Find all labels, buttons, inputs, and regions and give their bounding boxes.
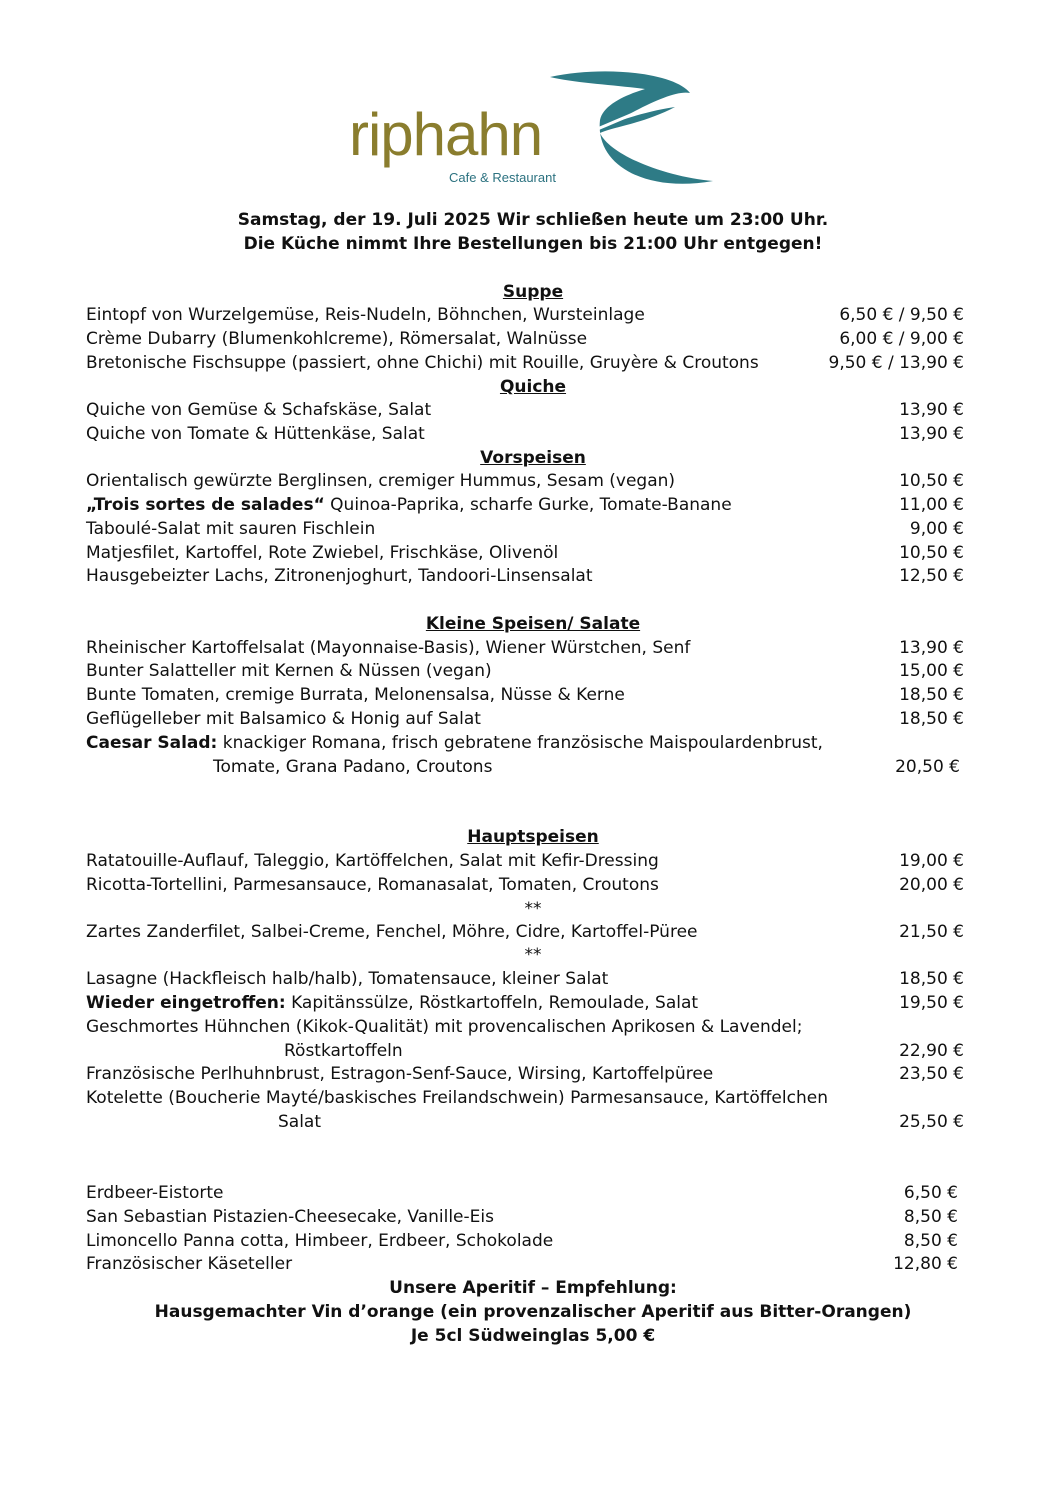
menu-item-cont bbox=[86, 1110, 964, 1134]
header-line-1: Samstag, der 19. Juli 2025 Wir schließen heute um 23:00 Uhr. bbox=[237, 210, 829, 230]
item-name: Geschmortes Hühnchen (Kikok-Qualität) mit provencalischen Aprikosen & Lavendel; bbox=[86, 1017, 803, 1037]
item-name: Französischer Käseteller bbox=[86, 1254, 293, 1274]
menu-item bbox=[86, 493, 964, 517]
menu-item-cont bbox=[86, 1039, 964, 1063]
item-price: 23,50 € bbox=[899, 1064, 964, 1084]
item-price: 20,50 € bbox=[895, 757, 960, 777]
item-name: Kapitänssülze, Röstkartoffeln, Remoulade, Salat bbox=[285, 993, 699, 1013]
section-title-kleine-speisen: Kleine Speisen/ Salate bbox=[425, 614, 641, 634]
menu-item bbox=[86, 849, 964, 873]
item-name: Ricotta-Tortellini, Parmesansauce, Romanasalat, Tomaten, Croutons bbox=[86, 875, 659, 895]
section-title-quiche: Quiche bbox=[499, 377, 567, 397]
item-name: Quiche von Tomate & Hüttenkäse, Salat bbox=[86, 424, 425, 444]
item-name: Bunter Salatteller mit Kernen & Nüssen (vegan) bbox=[86, 661, 492, 681]
item-price: 11,00 € bbox=[899, 495, 964, 515]
menu-item bbox=[86, 991, 964, 1015]
logo-subtitle: Cafe & Restaurant bbox=[449, 170, 556, 185]
item-price: 13,90 € bbox=[899, 400, 964, 420]
logo-wordmark: riphahn bbox=[349, 101, 543, 168]
item-price: 18,50 € bbox=[899, 685, 964, 705]
item-price: 10,50 € bbox=[899, 471, 964, 491]
item-price: 6,50 € bbox=[903, 1183, 958, 1203]
item-name: Taboulé-Salat mit sauren Fischlein bbox=[86, 519, 376, 539]
item-price: 21,50 € bbox=[899, 922, 964, 942]
item-price: 19,00 € bbox=[899, 851, 964, 871]
item-price: 18,50 € bbox=[899, 709, 964, 729]
footer-line-2: Hausgemachter Vin d’orange (ein provenzalischer Aperitif aus Bitter-Orangen) bbox=[154, 1302, 912, 1322]
item-name: Orientalisch gewürzte Berglinsen, cremiger Hummus, Sesam (vegan) bbox=[86, 471, 676, 491]
menu-item bbox=[86, 469, 964, 493]
item-price: 22,90 € bbox=[899, 1041, 964, 1061]
item-name-cont: Tomate, Grana Padano, Croutons bbox=[213, 757, 493, 777]
item-name: Französische Perlhuhnbrust, Estragon-Senf-Sauce, Wirsing, Kartoffelpüree bbox=[86, 1064, 714, 1084]
menu-item bbox=[86, 351, 964, 375]
menu-item bbox=[86, 1015, 964, 1039]
menu-item bbox=[86, 1086, 964, 1110]
menu-item bbox=[86, 707, 964, 731]
menu-item-caesar bbox=[86, 731, 964, 755]
menu-item bbox=[86, 327, 964, 351]
menu-item bbox=[86, 422, 964, 446]
item-price: 6,00 € / 9,00 € bbox=[839, 329, 964, 349]
item-price: 8,50 € bbox=[903, 1231, 958, 1251]
item-name-cont: Salat bbox=[278, 1112, 322, 1132]
menu-item bbox=[86, 303, 964, 327]
section-title-vorspeisen: Vorspeisen bbox=[480, 448, 586, 468]
item-name: knackiger Romana, frisch gebratene französische Maispoulardenbrust, bbox=[217, 733, 823, 753]
menu-item bbox=[86, 659, 964, 683]
item-name: Quiche von Gemüse & Schafskäse, Salat bbox=[86, 400, 432, 420]
item-name: Kotelette (Boucherie Mayté/baskisches Freilandschwein) Parmesansauce, Kartöffelchen bbox=[86, 1088, 828, 1108]
separator: ** bbox=[524, 899, 542, 919]
menu-item bbox=[86, 398, 964, 422]
menu-item bbox=[86, 564, 964, 588]
item-price: 15,00 € bbox=[899, 661, 964, 681]
item-highlight: Caesar Salad: bbox=[86, 733, 218, 753]
item-name: Bretonische Fischsuppe (passiert, ohne Chichi) mit Rouille, Gruyère & Croutons bbox=[86, 353, 759, 373]
item-name: Zartes Zanderfilet, Salbei-Creme, Fenchel, Möhre, Cidre, Kartoffel-Püree bbox=[86, 922, 698, 942]
item-name: Geflügelleber mit Balsamico & Honig auf Salat bbox=[86, 709, 481, 729]
item-name: Ratatouille-Auflauf, Taleggio, Kartöffelchen, Salat mit Kefir-Dressing bbox=[86, 851, 659, 871]
item-price: 8,50 € bbox=[903, 1207, 958, 1227]
item-name: Hausgebeizter Lachs, Zitronenjoghurt, Tandoori-Linsensalat bbox=[86, 566, 593, 586]
item-highlight: Wieder eingetroffen: bbox=[86, 993, 286, 1013]
item-name: Quinoa-Paprika, scharfe Gurke, Tomate-Banane bbox=[324, 495, 732, 515]
section-title-suppe: Suppe bbox=[502, 282, 564, 302]
separator: ** bbox=[524, 945, 542, 965]
menu-item bbox=[86, 1205, 964, 1229]
item-name: Limoncello Panna cotta, Himbeer, Erdbeer, Schokolade bbox=[86, 1231, 554, 1251]
menu-item bbox=[86, 683, 964, 707]
menu-item bbox=[86, 636, 964, 660]
menu-item bbox=[86, 1181, 964, 1205]
menu-item bbox=[86, 1252, 964, 1276]
menu-item-caesar-cont bbox=[86, 755, 964, 779]
menu-item bbox=[86, 967, 964, 991]
item-price: 9,50 € / 13,90 € bbox=[828, 353, 964, 373]
section-title-hauptspeisen: Hauptspeisen bbox=[467, 827, 599, 847]
menu-item bbox=[86, 1062, 964, 1086]
item-price: 12,80 € bbox=[893, 1254, 958, 1274]
menu-item bbox=[86, 873, 964, 897]
item-name: Bunte Tomaten, cremige Burrata, Melonensalsa, Nüsse & Kerne bbox=[86, 685, 625, 705]
menu-item bbox=[86, 517, 964, 541]
item-name: Eintopf von Wurzelgemüse, Reis-Nudeln, Böhnchen, Wursteinlage bbox=[86, 305, 645, 325]
footer-line-1: Unsere Aperitif – Empfehlung: bbox=[389, 1278, 677, 1298]
menu-item bbox=[86, 1229, 964, 1253]
item-name: Crème Dubarry (Blumenkohlcreme), Römersalat, Walnüsse bbox=[86, 329, 588, 349]
item-price: 13,90 € bbox=[899, 638, 964, 658]
item-name: Erdbeer-Eistorte bbox=[86, 1183, 224, 1203]
logo bbox=[345, 65, 725, 195]
item-price: 12,50 € bbox=[899, 566, 964, 586]
item-price: 13,90 € bbox=[899, 424, 964, 444]
item-price: 9,00 € bbox=[909, 519, 964, 539]
item-highlight: „Trois sortes de salades“ bbox=[86, 495, 325, 515]
header-line-2: Die Küche nimmt Ihre Bestellungen bis 21:00 Uhr entgegen! bbox=[243, 234, 823, 254]
footer-line-3: Je 5cl Südweinglas 5,00 € bbox=[410, 1326, 656, 1346]
item-name: Lasagne (Hackfleisch halb/halb), Tomatensauce, kleiner Salat bbox=[86, 969, 609, 989]
item-price: 25,50 € bbox=[899, 1112, 964, 1132]
item-name-cont: Röstkartoffeln bbox=[284, 1041, 403, 1061]
header-notice bbox=[0, 208, 1058, 256]
item-name: Rheinischer Kartoffelsalat (Mayonnaise-Basis), Wiener Würstchen, Senf bbox=[86, 638, 691, 658]
menu-item bbox=[86, 920, 964, 944]
item-price: 19,50 € bbox=[899, 993, 964, 1013]
item-name: San Sebastian Pistazien-Cheesecake, Vanille-Eis bbox=[86, 1207, 494, 1227]
item-price: 6,50 € / 9,50 € bbox=[839, 305, 964, 325]
item-name: Matjesfilet, Kartoffel, Rote Zwiebel, Frischkäse, Olivenöl bbox=[86, 543, 559, 563]
item-price: 18,50 € bbox=[899, 969, 964, 989]
item-price: 10,50 € bbox=[899, 543, 964, 563]
menu-item bbox=[86, 541, 964, 565]
item-price: 20,00 € bbox=[899, 875, 964, 895]
